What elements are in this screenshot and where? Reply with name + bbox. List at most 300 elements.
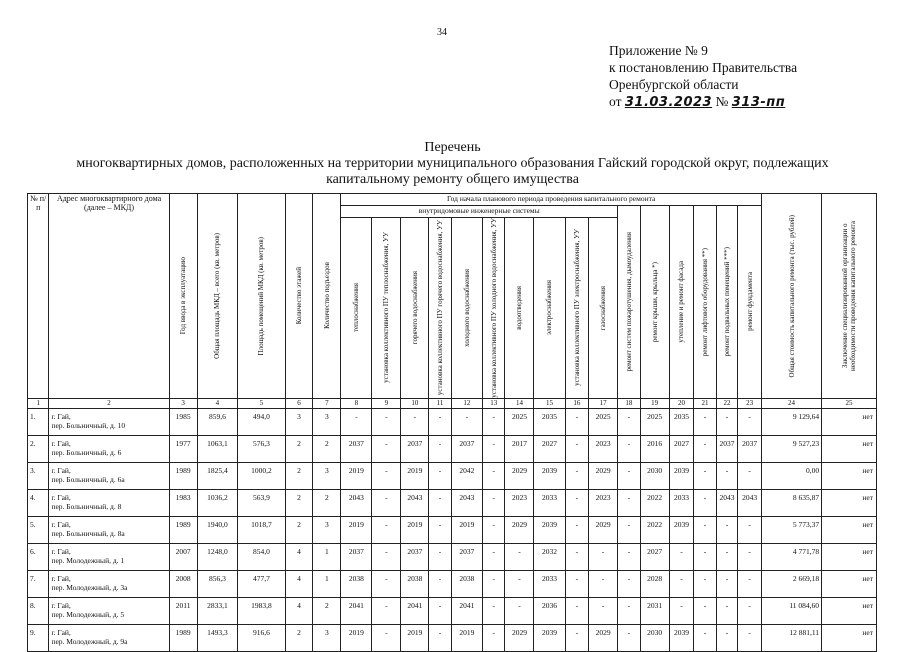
table-cell: 1 [313, 543, 341, 570]
table-cell: 2041 [401, 597, 429, 624]
table-cell: 2 [285, 435, 313, 462]
table-cell: 477,7 [238, 570, 285, 597]
table-cell: 1036,2 [197, 489, 238, 516]
table-cell: - [589, 570, 618, 597]
table-cell: - [505, 543, 534, 570]
table-cell: - [429, 435, 452, 462]
table-row [28, 408, 877, 435]
table-cell: нет [822, 543, 877, 570]
table-cell: 563,9 [238, 489, 285, 516]
header-c15: электроснабжения [534, 218, 565, 399]
column-number: 12 [451, 398, 482, 408]
address-city: г. Гай, [51, 438, 71, 448]
column-number: 10 [401, 398, 429, 408]
address-city: г. Гай, [51, 492, 71, 502]
header-internal-systems: внутридомовые инженерные системы [341, 206, 618, 218]
table-cell: 1825,4 [197, 462, 238, 489]
table-cell: 2029 [505, 624, 534, 651]
table-cell: 2028 [640, 570, 669, 597]
table-cell: 1 [313, 570, 341, 597]
table-cell: 2025 [640, 408, 669, 435]
row-number: 4. [28, 489, 49, 516]
column-number: 17 [589, 398, 618, 408]
table-cell: 2027 [669, 435, 694, 462]
address-street: пер. Молодежный, д. 9а [51, 636, 128, 646]
table-cell: - [482, 489, 505, 516]
table-cell: - [429, 516, 452, 543]
table-cell: 1983,8 [238, 597, 285, 624]
column-number: 20 [669, 398, 694, 408]
table-cell: - [429, 489, 452, 516]
table-cell: - [694, 435, 717, 462]
table-cell: 2039 [669, 624, 694, 651]
table-cell: 859,6 [197, 408, 238, 435]
table-cell: 9 527,23 [761, 435, 821, 462]
table-cell: нет [822, 462, 877, 489]
table-cell: - [618, 570, 641, 597]
table-cell: - [669, 570, 694, 597]
table-cell: - [618, 624, 641, 651]
table-cell: - [565, 489, 589, 516]
table-cell: 2017 [505, 435, 534, 462]
table-cell: - [372, 489, 401, 516]
table-cell: 2038 [341, 570, 372, 597]
table-cell: 2016 [640, 435, 669, 462]
row-number: 9. [28, 624, 49, 651]
table-cell: 2039 [669, 462, 694, 489]
table-cell: - [694, 462, 717, 489]
table-row [28, 435, 877, 462]
table-cell: 2037 [341, 543, 372, 570]
table-cell: 2033 [669, 489, 694, 516]
title-subheading-cont: капитальному ремонту общего имущества [326, 172, 579, 187]
table-cell: - [716, 516, 737, 543]
table-cell: 2039 [534, 462, 565, 489]
table-cell: - [716, 597, 737, 624]
table-cell: нет [822, 516, 877, 543]
column-number: 15 [534, 398, 565, 408]
header-conclusion: Заключение специализированной организации о необходимости проведения капитального ремонта [822, 194, 877, 399]
table-cell: 8 635,87 [761, 489, 821, 516]
header-c13: установка коллективного ПУ холодного водоснабжения, УУ [482, 218, 505, 399]
table-row [28, 516, 877, 543]
table-cell: - [716, 624, 737, 651]
table-cell: 2019 [401, 516, 429, 543]
table-cell: - [738, 516, 762, 543]
table-cell: нет [822, 570, 877, 597]
buildings-table [27, 193, 877, 652]
table-cell: 2029 [589, 624, 618, 651]
table-row [28, 624, 877, 651]
table-cell: - [565, 516, 589, 543]
table-cell: - [429, 462, 452, 489]
table-cell: 2037 [451, 543, 482, 570]
table-cell: 3 [313, 408, 341, 435]
table-cell: 11 084,60 [761, 597, 821, 624]
row-number: 5. [28, 516, 49, 543]
table-cell: 1940,0 [197, 516, 238, 543]
column-number: 19 [640, 398, 669, 408]
table-cell: 2033 [534, 489, 565, 516]
header-premises-area: Площадь помещений МКД (кв. метров) [238, 194, 285, 399]
header-total-cost: Общая стоимость капитального ремонта (тыс. рублей) [761, 194, 821, 399]
address-street: пер. Больничный, д. 8а [51, 528, 125, 538]
address-cell [49, 624, 169, 651]
address-cell [49, 489, 169, 516]
header-c12: холодного водоснабжения [451, 218, 482, 399]
column-number: 18 [618, 398, 641, 408]
handwritten-date: 31.03.2023 [624, 95, 713, 110]
table-cell: 1063,1 [197, 435, 238, 462]
table-cell: - [372, 570, 401, 597]
page-number: 34 [437, 27, 447, 38]
annex-block [609, 42, 797, 111]
column-number: 6 [285, 398, 313, 408]
table-cell: 2 [285, 489, 313, 516]
annex-resolution: к постановлению Правительства [609, 60, 798, 75]
table-cell: 494,0 [238, 408, 285, 435]
table-cell: 4 [285, 543, 313, 570]
table-cell: 1983 [169, 489, 197, 516]
table-cell: 2027 [640, 543, 669, 570]
table-cell: - [482, 597, 505, 624]
table-cell: 2 669,18 [761, 570, 821, 597]
header-total-area: Общая площадь МКД – всего (кв. метров) [197, 194, 238, 399]
table-cell: 2038 [401, 570, 429, 597]
header-address: Адрес многоквартирного дома (далее – МКД) [49, 194, 169, 399]
table-cell: 854,0 [238, 543, 285, 570]
table-cell: нет [822, 408, 877, 435]
table-cell: 2025 [589, 408, 618, 435]
table-cell: 2023 [589, 489, 618, 516]
table-row [28, 570, 877, 597]
table-cell: - [618, 543, 641, 570]
table-cell: нет [822, 435, 877, 462]
table-cell: 0,00 [761, 462, 821, 489]
table-row [28, 462, 877, 489]
table-cell: - [565, 597, 589, 624]
column-number: 7 [313, 398, 341, 408]
table-cell: 1989 [169, 516, 197, 543]
table-cell: нет [822, 597, 877, 624]
row-number: 2. [28, 435, 49, 462]
table-cell: 4 [285, 570, 313, 597]
table-cell: - [738, 597, 762, 624]
handwritten-number: 313-пп [731, 95, 786, 110]
header-c20: утепление и ремонт фасада [669, 206, 694, 399]
header-no: № п/п [28, 194, 49, 399]
table-cell: 2008 [169, 570, 197, 597]
table-cell: - [372, 462, 401, 489]
row-number: 1. [28, 408, 49, 435]
address-city: г. Гай, [51, 465, 71, 475]
address-street: пер. Молодежный, д. 3а [51, 582, 128, 592]
table-cell: - [372, 624, 401, 651]
table-cell: 2031 [640, 597, 669, 624]
table-cell: 12 881,11 [761, 624, 821, 651]
table-cell: 2039 [669, 516, 694, 543]
table-cell: 856,3 [197, 570, 238, 597]
address-cell [49, 597, 169, 624]
table-cell: 2043 [738, 489, 762, 516]
table-cell: - [565, 570, 589, 597]
table-cell: - [505, 597, 534, 624]
table-cell: 2023 [589, 435, 618, 462]
column-number: 23 [738, 398, 762, 408]
column-number: 14 [505, 398, 534, 408]
table-cell: - [565, 435, 589, 462]
address-cell [49, 543, 169, 570]
table-cell: 2030 [640, 624, 669, 651]
table-cell: 2022 [640, 516, 669, 543]
table-cell: 2030 [640, 462, 669, 489]
table-cell: - [341, 408, 372, 435]
table-cell: 4 771,78 [761, 543, 821, 570]
table-cell: 2043 [451, 489, 482, 516]
header-c17: газоснабжения [589, 218, 618, 399]
table-cell: 2023 [505, 489, 534, 516]
table-cell: 2039 [534, 516, 565, 543]
header-c14: водоотведения [505, 218, 534, 399]
table-cell: - [716, 408, 737, 435]
table-cell: - [429, 624, 452, 651]
title-heading: Перечень [424, 140, 481, 155]
table-cell: 2 [313, 435, 341, 462]
column-number: 25 [822, 398, 877, 408]
column-number: 1 [28, 398, 49, 408]
table-cell: - [618, 516, 641, 543]
table-cell: 2019 [401, 462, 429, 489]
table-cell: - [482, 462, 505, 489]
table-cell: 2037 [401, 435, 429, 462]
table-cell: - [738, 624, 762, 651]
table-cell: - [429, 597, 452, 624]
table-cell: - [738, 462, 762, 489]
header-c11: установка коллективного ПУ горячего водоснабжения, УУ [429, 218, 452, 399]
row-number: 7. [28, 570, 49, 597]
header-c9: установка коллективного ПУ теплоснабжения, УУ [372, 218, 401, 399]
table-row [28, 543, 877, 570]
column-number: 22 [716, 398, 737, 408]
header-c21: ремонт лифтового оборудования **) [694, 206, 717, 399]
header-floors: Количество этажей [285, 194, 313, 399]
table-cell: 2043 [716, 489, 737, 516]
column-number-row [28, 398, 877, 408]
column-number: 2 [49, 398, 169, 408]
address-street: пер. Молодежный, д. 1 [51, 555, 125, 565]
column-number: 16 [565, 398, 589, 408]
table-cell: - [589, 543, 618, 570]
header-c19: ремонт крыши, крыльца *) [640, 206, 669, 399]
table-cell: 2019 [451, 624, 482, 651]
table-cell: 1248,0 [197, 543, 238, 570]
table-cell: - [482, 516, 505, 543]
table-cell: - [694, 624, 717, 651]
table-cell: - [738, 543, 762, 570]
header-c8: теплоснабжения [341, 218, 372, 399]
table-cell: - [565, 543, 589, 570]
table-cell: - [429, 570, 452, 597]
table-cell: - [669, 543, 694, 570]
table-cell: 9 129,64 [761, 408, 821, 435]
table-cell: 2019 [401, 624, 429, 651]
table-cell: - [618, 435, 641, 462]
table-cell: 2037 [451, 435, 482, 462]
table-cell: 2029 [589, 462, 618, 489]
address-street: пер. Больничный, д. 8 [51, 501, 122, 511]
table-cell: - [694, 489, 717, 516]
table-cell: - [482, 624, 505, 651]
table-cell: нет [822, 624, 877, 651]
table-cell: 2032 [534, 543, 565, 570]
table-cell: 3 [313, 624, 341, 651]
column-number: 13 [482, 398, 505, 408]
table-cell: 2037 [716, 435, 737, 462]
table-cell: - [738, 408, 762, 435]
header-c23: ремонт фундамента [738, 206, 762, 399]
table-cell: 576,3 [238, 435, 285, 462]
table-cell: 1018,7 [238, 516, 285, 543]
date-prefix: от [609, 94, 622, 109]
header-c10: горячего водоснабжения [401, 218, 429, 399]
header-entrances: Количество подъездов [313, 194, 341, 399]
table-cell: 1000,2 [238, 462, 285, 489]
table-cell: 2035 [534, 408, 565, 435]
table-cell: - [372, 597, 401, 624]
address-city: г. Гай, [51, 519, 71, 529]
table-cell: - [565, 624, 589, 651]
table-cell: 2033 [534, 570, 565, 597]
table-cell: 2037 [341, 435, 372, 462]
address-cell [49, 408, 169, 435]
number-prefix: № [715, 94, 729, 109]
table-cell: - [429, 408, 452, 435]
table-cell: 2037 [401, 543, 429, 570]
table-cell: - [694, 570, 717, 597]
table-cell: 1977 [169, 435, 197, 462]
column-number: 3 [169, 398, 197, 408]
table-cell: 916,6 [238, 624, 285, 651]
table-cell: 2019 [341, 624, 372, 651]
table-cell: - [738, 570, 762, 597]
table-cell: 2 [313, 597, 341, 624]
table-cell: 2019 [341, 462, 372, 489]
table-cell: - [694, 408, 717, 435]
table-cell: - [694, 543, 717, 570]
table-cell: 2041 [451, 597, 482, 624]
table-cell: - [372, 435, 401, 462]
address-city: г. Гай, [51, 600, 71, 610]
table-row [28, 597, 877, 624]
column-number: 24 [761, 398, 821, 408]
row-number: 3. [28, 462, 49, 489]
header-planned-period: Год начала планового периода проведения капитального ремонта [341, 194, 762, 206]
table-cell: 2019 [341, 516, 372, 543]
table-row [28, 489, 877, 516]
document-title [0, 140, 905, 188]
table-cell: 2043 [341, 489, 372, 516]
table-cell: 2011 [169, 597, 197, 624]
table-cell: 2 [313, 489, 341, 516]
table-cell: 3 [313, 516, 341, 543]
address-city: г. Гай, [51, 546, 71, 556]
header-c16: установка коллективного ПУ электроснабжения, УУ [565, 218, 589, 399]
table-cell: - [618, 462, 641, 489]
address-city: г. Гай, [51, 573, 71, 583]
table-cell: - [372, 516, 401, 543]
address-cell [49, 570, 169, 597]
table-cell: - [565, 408, 589, 435]
table-cell: - [716, 543, 737, 570]
table-cell: 2038 [451, 570, 482, 597]
table-cell: 3 [285, 408, 313, 435]
table-cell: 2029 [505, 462, 534, 489]
table-cell: 2029 [505, 516, 534, 543]
table-cell: 2 [285, 516, 313, 543]
table-cell: - [716, 570, 737, 597]
table-cell: 4 [285, 597, 313, 624]
address-cell [49, 516, 169, 543]
table-cell: 2007 [169, 543, 197, 570]
table-cell: 2027 [534, 435, 565, 462]
row-number: 8. [28, 597, 49, 624]
table-cell: 2043 [401, 489, 429, 516]
table-cell: 1989 [169, 462, 197, 489]
table-cell: - [372, 408, 401, 435]
column-number: 8 [341, 398, 372, 408]
table-cell: - [589, 597, 618, 624]
table-cell: 2039 [534, 624, 565, 651]
table-cell: - [669, 597, 694, 624]
table-cell: 2037 [738, 435, 762, 462]
table-cell: 2022 [640, 489, 669, 516]
column-number: 21 [694, 398, 717, 408]
table-cell: 3 [313, 462, 341, 489]
column-number: 11 [429, 398, 452, 408]
table-body [28, 398, 877, 651]
address-cell [49, 435, 169, 462]
table-cell: 1985 [169, 408, 197, 435]
address-street: пер. Больничный, д. 6а [51, 474, 125, 484]
table-cell: - [429, 543, 452, 570]
table-cell: - [716, 462, 737, 489]
table-cell: 2 [285, 624, 313, 651]
table-cell: 1493,3 [197, 624, 238, 651]
table-cell: - [694, 597, 717, 624]
table-cell: - [618, 597, 641, 624]
table-cell: - [372, 543, 401, 570]
address-city: г. Гай, [51, 411, 71, 421]
table-cell: 2041 [341, 597, 372, 624]
table-cell: 2025 [505, 408, 534, 435]
header-year-built: Год ввода в эксплуатацию [169, 194, 197, 399]
address-street: пер. Молодежный, д. 5 [51, 609, 125, 619]
header-c18: ремонт систем пожаротушения, дымоудаления [618, 206, 641, 399]
table-cell: - [401, 408, 429, 435]
table-cell: нет [822, 489, 877, 516]
annex-region: Оренбургской области [609, 77, 739, 92]
table-cell: - [482, 435, 505, 462]
title-subheading: многоквартирных домов, расположенных на территории муниципального образования Гайский городской округ, подлежащих [76, 156, 829, 171]
annex-date-line [609, 93, 797, 111]
table-cell: - [482, 408, 505, 435]
address-street: пер. Больничный, д. 6 [51, 447, 122, 457]
table-cell: - [618, 489, 641, 516]
column-number: 9 [372, 398, 401, 408]
table-cell: - [618, 408, 641, 435]
table-cell: - [451, 408, 482, 435]
address-street: пер. Больничный, д. 10 [51, 420, 126, 430]
